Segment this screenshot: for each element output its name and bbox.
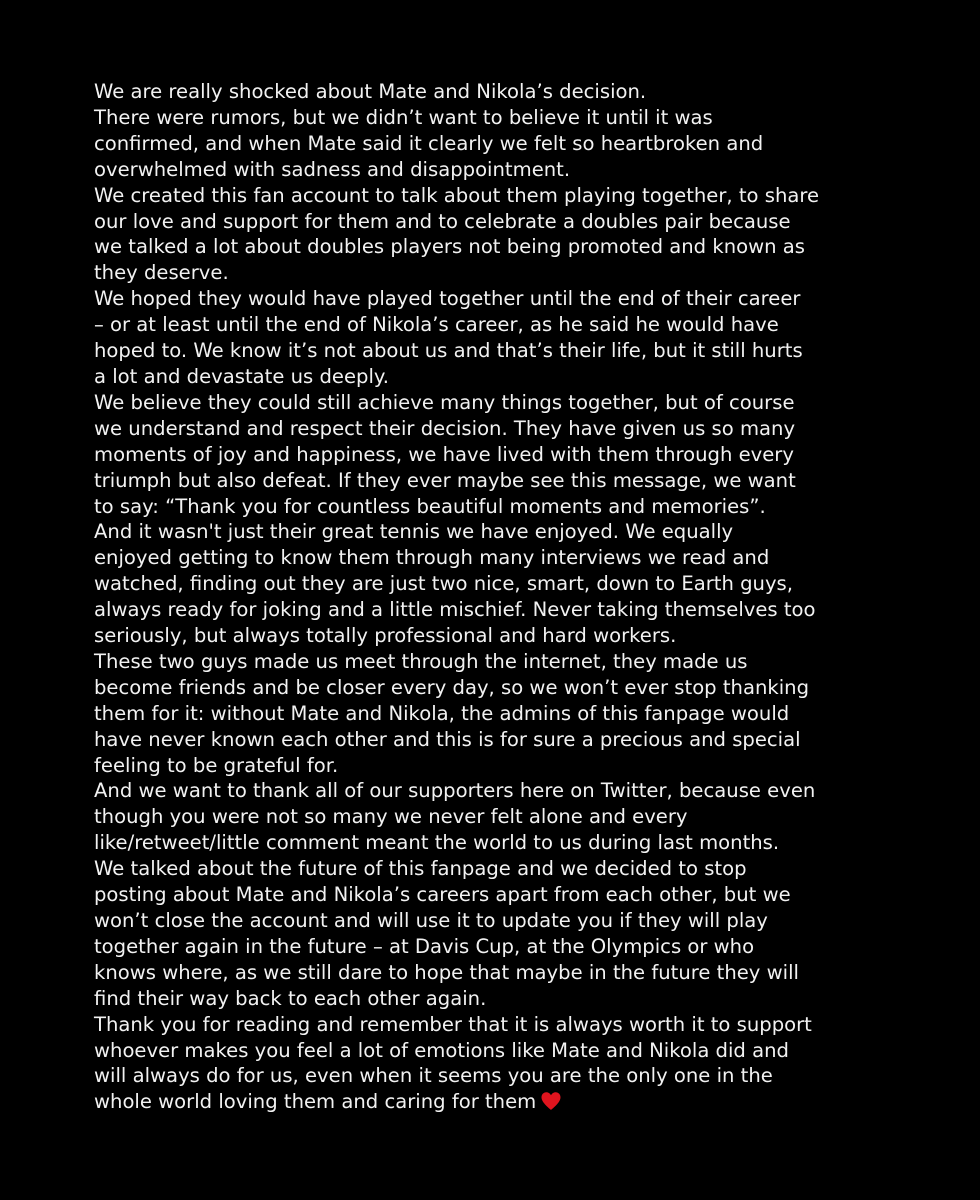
text-line: to say: “Thank you for countless beautiful moments and memories”.: [94, 494, 766, 518]
text-line: enjoyed getting to know them through many interviews we read and: [94, 546, 770, 570]
text-line: we understand and respect their decision. They have given us so many: [94, 416, 796, 440]
text-line: knows where, as we still dare to hope that maybe in the future they will: [94, 960, 799, 984]
text-line: And we want to thank all of our supporters here on Twitter, because even: [94, 779, 816, 803]
text-line: We hoped they would have played together until the end of their career: [94, 287, 801, 311]
text-line: – or at least until the end of Nikola’s career, as he said he would have: [94, 313, 779, 337]
text-line: hoped to. We know it’s not about us and that’s their life, but it still hurts: [94, 339, 803, 363]
text-line: overwhelmed with sadness and disappointment.: [94, 157, 571, 181]
final-text-line: [94, 1089, 904, 1115]
text-line: will always do for us, even when it seems you are the only one in the: [94, 1064, 773, 1088]
text-line: watched, finding out they are just two nice, smart, down to Earth guys,: [94, 572, 793, 596]
text-line: These two guys made us meet through the internet, they made us: [94, 649, 748, 673]
text-line: like/retweet/little comment meant the world to us during last months.: [94, 831, 780, 855]
text-line: a lot and devastate us deeply.: [94, 364, 389, 388]
text-line: whoever makes you feel a lot of emotions like Mate and Nikola did and: [94, 1038, 789, 1062]
text-line: seriously, but always totally professional and hard workers.: [94, 624, 677, 648]
text-line: become friends and be closer every day, so we won’t ever stop thanking: [94, 675, 810, 699]
text-line: our love and support for them and to celebrate a doubles pair because: [94, 209, 791, 233]
text-line: they deserve.: [94, 261, 229, 285]
text-line: And it wasn't just their great tennis we have enjoyed. We equally: [94, 520, 734, 544]
text-line: We believe they could still achieve many things together, but of course: [94, 390, 795, 414]
text-line: We talked about the future of this fanpage and we decided to stop: [94, 857, 747, 881]
text-line: We created this fan account to talk about them playing together, to share: [94, 183, 820, 207]
text-line: moments of joy and happiness, we have lived with them through every: [94, 442, 794, 466]
text-line: Thank you for reading and remember that it is always worth it to support: [94, 1012, 812, 1036]
text-line: always ready for joking and a little mischief. Never taking themselves too: [94, 598, 816, 622]
text-line: triumph but also defeat. If they ever maybe see this message, we want: [94, 468, 796, 492]
text-line: won’t close the account and will use it to update you if they will play: [94, 909, 768, 932]
text-line: we talked a lot about doubles players not being promoted and known as: [94, 235, 805, 259]
statement-text: [94, 79, 904, 1115]
text-line: feeling to be grateful for.: [94, 753, 339, 777]
text-line: though you were not so many we never felt alone and every: [94, 805, 688, 829]
text-line: have never known each other and this is for sure a precious and special: [94, 727, 801, 751]
text-line: posting about Mate and Nikola’s careers apart from each other, but we: [94, 883, 791, 907]
text-line: together again in the future – at Davis Cup, at the Olympics or who: [94, 934, 755, 958]
text-line: confirmed, and when Mate said it clearly we felt so heartbroken and: [94, 131, 764, 155]
heart-icon: [540, 1091, 562, 1111]
text-line: There were rumors, but we didn’t want to believe it until it was: [94, 105, 713, 129]
text-line: We are really shocked about Mate and Nikola’s decision.: [94, 80, 647, 103]
text-line: them for it: without Mate and Nikola, the admins of this fanpage would: [94, 701, 790, 725]
final-text: whole world loving them and caring for them: [94, 1090, 537, 1114]
text-line: find their way back to each other again.: [94, 986, 487, 1010]
